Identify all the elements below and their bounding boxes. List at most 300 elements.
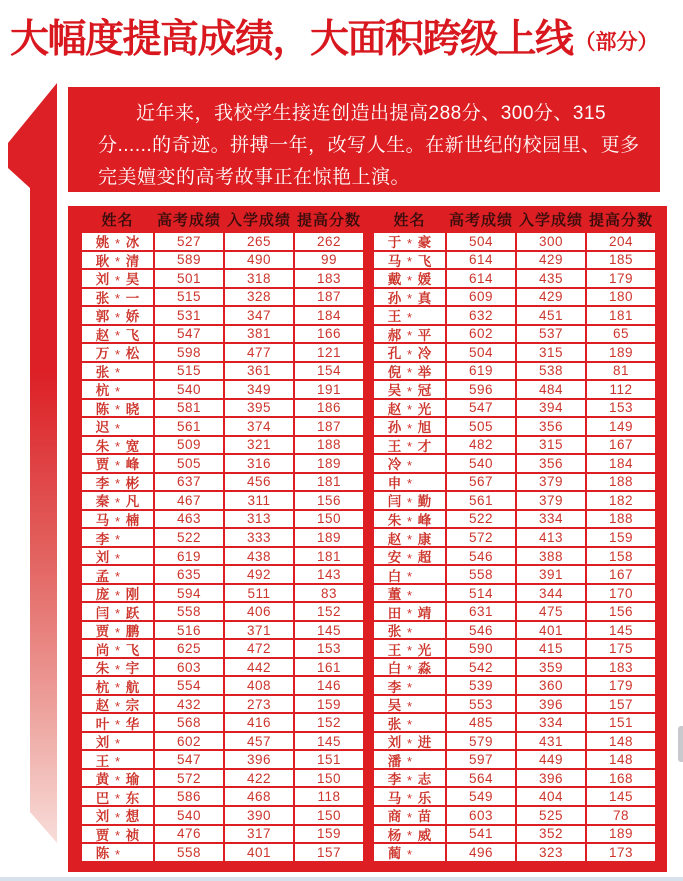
given-name-char: 真 (417, 290, 432, 306)
table-row (82, 714, 363, 731)
masked-name-star-icon: * (406, 383, 413, 398)
entrance-score-cell: 406 (225, 603, 293, 620)
student-name-cell (82, 474, 153, 491)
improvement-score-cell: 167 (587, 437, 655, 454)
gaokao-score-cell: 501 (155, 270, 223, 287)
column-header-gaokao: 高考成绩 (156, 212, 221, 229)
student-name-cell (374, 455, 445, 472)
improvement-score-cell: 181 (295, 548, 363, 565)
entrance-score-cell: 422 (225, 770, 293, 787)
improvement-score-cell: 166 (295, 326, 363, 343)
student-name-cell (374, 511, 445, 528)
given-name-char: 跃 (125, 605, 140, 620)
surname-char: 赵 (387, 401, 402, 417)
masked-name-star-icon: * (114, 513, 121, 528)
student-name-cell (82, 529, 153, 546)
entrance-score-cell: 413 (517, 529, 585, 546)
improvement-score-cell: 167 (587, 566, 655, 583)
entrance-score-cell: 334 (517, 511, 585, 528)
surname-char: 孟 (95, 568, 110, 583)
improvement-score-cell: 157 (295, 844, 363, 861)
masked-name-star-icon: * (406, 569, 413, 583)
student-name-cell (82, 252, 153, 269)
surname-char: 朱 (95, 438, 110, 454)
gaokao-score-cell: 531 (155, 307, 223, 324)
student-name-cell (374, 603, 445, 620)
improvement-score-cell: 179 (587, 677, 655, 694)
entrance-score-cell: 401 (225, 844, 293, 861)
surname-char: 马 (387, 790, 402, 805)
gaokao-score-cell: 581 (155, 400, 223, 417)
surname-char: 马 (387, 253, 402, 269)
table-row (374, 455, 655, 472)
table-row (82, 826, 363, 843)
score-tables-container (68, 206, 667, 872)
surname-char: 赵 (387, 531, 402, 546)
student-name-cell (374, 548, 445, 565)
improvement-score-cell: 81 (587, 363, 655, 380)
given-name-char: 楠 (125, 513, 140, 528)
student-name-cell (374, 418, 445, 435)
table-row (82, 603, 363, 620)
masked-name-star-icon: * (406, 254, 413, 269)
gaokao-score-cell: 539 (447, 677, 515, 694)
table-row (374, 788, 655, 805)
student-name-cell (374, 826, 445, 843)
given-name-char: 飞 (417, 253, 432, 269)
column-header-name: 姓名 (393, 212, 426, 229)
table-row (82, 659, 363, 676)
table-row (82, 270, 363, 287)
student-name-cell (374, 714, 445, 731)
surname-char: 冷 (387, 457, 402, 472)
masked-name-star-icon: * (406, 643, 413, 657)
masked-name-star-icon: * (406, 680, 413, 694)
given-name-char: 苗 (417, 809, 432, 824)
given-name-char: 昊 (125, 272, 140, 287)
gaokao-score-cell: 504 (447, 233, 515, 250)
gaokao-score-cell: 603 (155, 659, 223, 676)
masked-name-star-icon: * (114, 457, 121, 472)
masked-name-star-icon: * (114, 569, 121, 583)
student-name-cell (82, 659, 153, 676)
page-title (10, 8, 678, 64)
masked-name-star-icon: * (114, 624, 121, 639)
gaokao-score-cell: 547 (447, 400, 515, 417)
student-name-cell (82, 437, 153, 454)
given-name-char: 旭 (417, 420, 432, 435)
surname-char: 董 (387, 587, 402, 602)
table-row (82, 492, 363, 509)
gaokao-score-cell: 637 (155, 474, 223, 491)
gaokao-score-cell: 547 (155, 751, 223, 768)
surname-char: 王 (95, 753, 110, 768)
masked-name-star-icon: * (406, 309, 413, 324)
student-name-cell (82, 603, 153, 620)
entrance-score-cell: 435 (517, 270, 585, 287)
masked-name-star-icon: * (114, 402, 121, 417)
entrance-score-cell: 408 (225, 677, 293, 694)
table-row (82, 437, 363, 454)
table-row (374, 826, 655, 843)
entrance-score-cell: 361 (225, 363, 293, 380)
surname-char: 潘 (387, 753, 402, 768)
given-name-char: 飞 (125, 327, 140, 343)
masked-name-star-icon: * (406, 476, 413, 491)
surname-char: 马 (95, 513, 110, 528)
masked-name-star-icon: * (114, 772, 121, 787)
student-name-cell (374, 566, 445, 583)
gaokao-score-cell: 546 (447, 548, 515, 565)
gaokao-score-cell: 631 (447, 603, 515, 620)
given-name-char: 凡 (125, 494, 140, 509)
improvement-score-cell: 153 (295, 640, 363, 657)
given-name-char: 娇 (125, 309, 140, 324)
table-row (374, 659, 655, 676)
student-name-cell (82, 751, 153, 768)
column-header-entrance: 入学成绩 (226, 212, 291, 229)
improvement-score-cell: 159 (587, 529, 655, 546)
table-row (82, 474, 363, 491)
masked-name-star-icon: * (406, 698, 413, 713)
given-name-char: 刚 (125, 587, 140, 602)
gaokao-score-cell: 602 (447, 326, 515, 343)
table-row (374, 400, 655, 417)
given-name-char: 冷 (417, 346, 432, 361)
surname-char: 黄 (95, 772, 110, 787)
masked-name-star-icon: * (114, 791, 121, 805)
student-name-cell (82, 677, 153, 694)
gaokao-score-cell: 527 (155, 233, 223, 250)
student-name-cell (82, 289, 153, 306)
student-name-cell (374, 696, 445, 713)
surname-char: 庞 (95, 587, 110, 602)
entrance-score-cell: 315 (517, 437, 585, 454)
gaokao-score-cell: 625 (155, 640, 223, 657)
masked-name-star-icon: * (406, 809, 413, 824)
improvement-score-cell: 112 (587, 381, 655, 398)
given-name-char: 豪 (417, 235, 432, 250)
surname-char: 尚 (95, 642, 110, 657)
masked-name-star-icon: * (406, 791, 413, 805)
gaokao-score-cell: 509 (155, 437, 223, 454)
student-name-cell (82, 381, 153, 398)
table-row (374, 603, 655, 620)
student-name-cell (82, 492, 153, 509)
entrance-score-cell: 492 (225, 566, 293, 583)
gaokao-score-cell: 561 (155, 418, 223, 435)
surname-char: 杨 (387, 827, 402, 843)
column-header-improvement: 提高分数 (588, 212, 653, 229)
entrance-score-cell: 468 (225, 788, 293, 805)
improvement-score-cell: 183 (295, 270, 363, 287)
entrance-score-cell: 344 (517, 585, 585, 602)
entrance-score-cell: 334 (517, 714, 585, 731)
surname-char: 贾 (95, 624, 110, 639)
surname-char: 李 (95, 531, 110, 546)
table-row (82, 289, 363, 306)
entrance-score-cell: 371 (225, 622, 293, 639)
student-name-cell (82, 640, 153, 657)
given-name-char: 冠 (417, 383, 432, 398)
score-table-left (82, 206, 363, 862)
given-name-char: 清 (125, 253, 140, 269)
student-name-cell (374, 307, 445, 324)
student-name-cell (374, 807, 445, 824)
student-name-cell (374, 344, 445, 361)
improvement-score-cell: 150 (295, 770, 363, 787)
surname-char: 白 (387, 661, 402, 676)
surname-char: 赵 (95, 327, 110, 343)
improvement-score-cell: 150 (295, 807, 363, 824)
improvement-score-cell: 175 (587, 640, 655, 657)
improvement-score-cell: 186 (295, 400, 363, 417)
surname-char: 刘 (95, 272, 110, 287)
improvement-score-cell: 188 (295, 437, 363, 454)
student-name-cell (374, 751, 445, 768)
table-body-right (374, 233, 655, 861)
masked-name-star-icon: * (406, 587, 413, 602)
student-name-cell (374, 529, 445, 546)
gaokao-score-cell: 597 (447, 751, 515, 768)
masked-name-star-icon: * (114, 828, 121, 843)
improvement-score-cell: 170 (587, 585, 655, 602)
entrance-score-cell: 321 (225, 437, 293, 454)
given-name-char: 康 (417, 531, 432, 546)
entrance-score-cell: 457 (225, 733, 293, 750)
improvement-score-cell: 83 (295, 585, 363, 602)
improvement-score-cell: 151 (587, 714, 655, 731)
table-row (82, 233, 363, 250)
entrance-score-cell: 352 (517, 826, 585, 843)
table-row (82, 400, 363, 417)
student-name-cell (374, 622, 445, 639)
table-row (374, 696, 655, 713)
table-row (374, 566, 655, 583)
table-row (374, 585, 655, 602)
surname-char: 朱 (95, 661, 110, 676)
student-name-cell (374, 289, 445, 306)
column-header-gaokao: 高考成绩 (448, 212, 513, 229)
given-name-char: 超 (417, 550, 432, 565)
improvement-score-cell: 184 (587, 455, 655, 472)
table-row (374, 548, 655, 565)
masked-name-star-icon: * (114, 346, 121, 361)
surname-char: 刘 (95, 550, 110, 565)
gaokao-score-cell: 522 (155, 529, 223, 546)
table-body-left (82, 233, 363, 861)
table-row (374, 751, 655, 768)
masked-name-star-icon: * (114, 717, 121, 731)
given-name-char: 举 (417, 364, 432, 380)
masked-name-star-icon: * (406, 235, 413, 250)
table-row (82, 733, 363, 750)
masked-name-star-icon: * (406, 717, 413, 731)
table-row (374, 492, 655, 509)
given-name-char: 淼 (417, 661, 432, 676)
gaokao-score-cell: 561 (447, 492, 515, 509)
table-row (374, 511, 655, 528)
entrance-score-cell: 318 (225, 270, 293, 287)
given-name-char: 媛 (417, 272, 432, 287)
improvement-score-cell: 182 (587, 492, 655, 509)
given-name-char: 松 (125, 346, 140, 361)
masked-name-star-icon: * (114, 846, 121, 861)
surname-char: 申 (387, 475, 402, 491)
surname-char: 张 (387, 716, 402, 731)
improvement-score-cell: 180 (587, 289, 655, 306)
masked-name-star-icon: * (114, 272, 121, 287)
improvement-score-cell: 187 (295, 418, 363, 435)
table-row (82, 844, 363, 861)
table-row (82, 622, 363, 639)
page-title-text: 大幅度提高成绩，大面积跨级上线 (10, 18, 573, 61)
masked-name-star-icon: * (114, 494, 121, 509)
improvement-score-cell: 153 (587, 400, 655, 417)
entrance-score-cell: 511 (225, 585, 293, 602)
table-row (374, 640, 655, 657)
table-row (82, 307, 363, 324)
page-title-suffix: （部分） (574, 31, 659, 54)
entrance-score-cell: 265 (225, 233, 293, 250)
improvement-score-cell: 118 (295, 788, 363, 805)
improvement-score-cell: 187 (295, 289, 363, 306)
student-name-cell (82, 307, 153, 324)
entrance-score-cell: 477 (225, 344, 293, 361)
entrance-score-cell: 451 (517, 307, 585, 324)
surname-char: 杭 (95, 679, 110, 694)
gaokao-score-cell: 602 (155, 733, 223, 750)
improvement-score-cell: 189 (295, 455, 363, 472)
improvement-score-cell: 189 (587, 826, 655, 843)
entrance-score-cell: 396 (225, 751, 293, 768)
entrance-score-cell: 356 (517, 418, 585, 435)
improvement-score-cell: 148 (587, 751, 655, 768)
improvement-score-cell: 152 (295, 714, 363, 731)
improvement-score-cell: 183 (587, 659, 655, 676)
masked-name-star-icon: * (406, 365, 413, 380)
student-name-cell (374, 770, 445, 787)
table-row (374, 233, 655, 250)
surname-char: 于 (387, 235, 402, 250)
intro-banner (68, 87, 660, 192)
table-row (82, 566, 363, 583)
masked-name-star-icon: * (406, 532, 413, 546)
gaokao-score-cell: 619 (155, 548, 223, 565)
surname-char: 朱 (387, 513, 402, 528)
table-row (374, 270, 655, 287)
student-name-cell (82, 270, 153, 287)
student-name-cell (82, 344, 153, 361)
entrance-score-cell: 490 (225, 252, 293, 269)
student-name-cell (374, 788, 445, 805)
masked-name-star-icon: * (114, 735, 121, 750)
gaokao-score-cell: 504 (447, 344, 515, 361)
surname-char: 安 (387, 550, 402, 565)
table-row (82, 455, 363, 472)
given-name-char: 想 (125, 809, 140, 824)
gaokao-score-cell: 564 (447, 770, 515, 787)
improvement-score-cell: 168 (587, 770, 655, 787)
improvement-score-cell: 188 (587, 511, 655, 528)
gaokao-score-cell: 553 (447, 696, 515, 713)
student-name-cell (374, 252, 445, 269)
entrance-score-cell: 394 (517, 400, 585, 417)
entrance-score-cell: 484 (517, 381, 585, 398)
gaokao-score-cell: 549 (447, 788, 515, 805)
improvement-score-cell: 121 (295, 344, 363, 361)
surname-char: 刘 (387, 735, 402, 750)
surname-char: 迟 (95, 420, 110, 435)
student-name-cell (82, 363, 153, 380)
surname-char: 巴 (95, 790, 110, 805)
table-row (374, 770, 655, 787)
surname-char: 倪 (387, 364, 402, 380)
given-name-char: 华 (125, 716, 140, 731)
gaokao-score-cell: 463 (155, 511, 223, 528)
entrance-score-cell: 415 (517, 640, 585, 657)
improvement-score-cell: 191 (295, 381, 363, 398)
surname-char: 杭 (95, 383, 110, 398)
given-name-char: 平 (417, 327, 432, 343)
student-name-cell (82, 622, 153, 639)
entrance-score-cell: 317 (225, 826, 293, 843)
surname-char: 刘 (95, 735, 110, 750)
improvement-score-cell: 145 (295, 733, 363, 750)
entrance-score-cell: 379 (517, 492, 585, 509)
column-header-entrance: 入学成绩 (518, 212, 583, 229)
surname-char: 王 (387, 642, 402, 657)
gaokao-score-cell: 586 (155, 788, 223, 805)
given-name-char: 航 (125, 679, 140, 694)
improvement-score-cell: 204 (587, 233, 655, 250)
column-header-improvement: 提高分数 (296, 212, 361, 229)
entrance-score-cell: 356 (517, 455, 585, 472)
masked-name-star-icon: * (406, 661, 413, 676)
gaokao-score-cell: 496 (447, 844, 515, 861)
entrance-score-cell: 401 (517, 622, 585, 639)
gaokao-score-cell: 572 (155, 770, 223, 787)
masked-name-star-icon: * (114, 754, 121, 768)
table-row (82, 640, 363, 657)
surname-char: 孙 (387, 420, 402, 435)
student-name-cell (82, 770, 153, 787)
given-name-char: 鹏 (125, 624, 140, 639)
surname-char: 郝 (387, 327, 402, 343)
gaokao-score-cell: 540 (155, 807, 223, 824)
scrollbar-thumb[interactable] (678, 726, 683, 762)
table-row (374, 474, 655, 491)
entrance-score-cell: 347 (225, 307, 293, 324)
table-row (82, 585, 363, 602)
improvement-score-cell: 262 (295, 233, 363, 250)
student-name-cell (82, 511, 153, 528)
entrance-score-cell: 396 (517, 696, 585, 713)
given-name-char: 瑜 (125, 772, 140, 787)
table-row (82, 381, 363, 398)
gaokao-score-cell: 516 (155, 622, 223, 639)
masked-name-star-icon: * (406, 606, 413, 620)
improvement-score-cell: 149 (587, 418, 655, 435)
table-row (82, 363, 363, 380)
student-name-cell (374, 659, 445, 676)
table-row (374, 363, 655, 380)
student-name-cell (82, 733, 153, 750)
masked-name-star-icon: * (406, 439, 413, 454)
student-name-cell (374, 363, 445, 380)
masked-name-star-icon: * (406, 772, 413, 787)
masked-name-star-icon: * (114, 661, 121, 676)
